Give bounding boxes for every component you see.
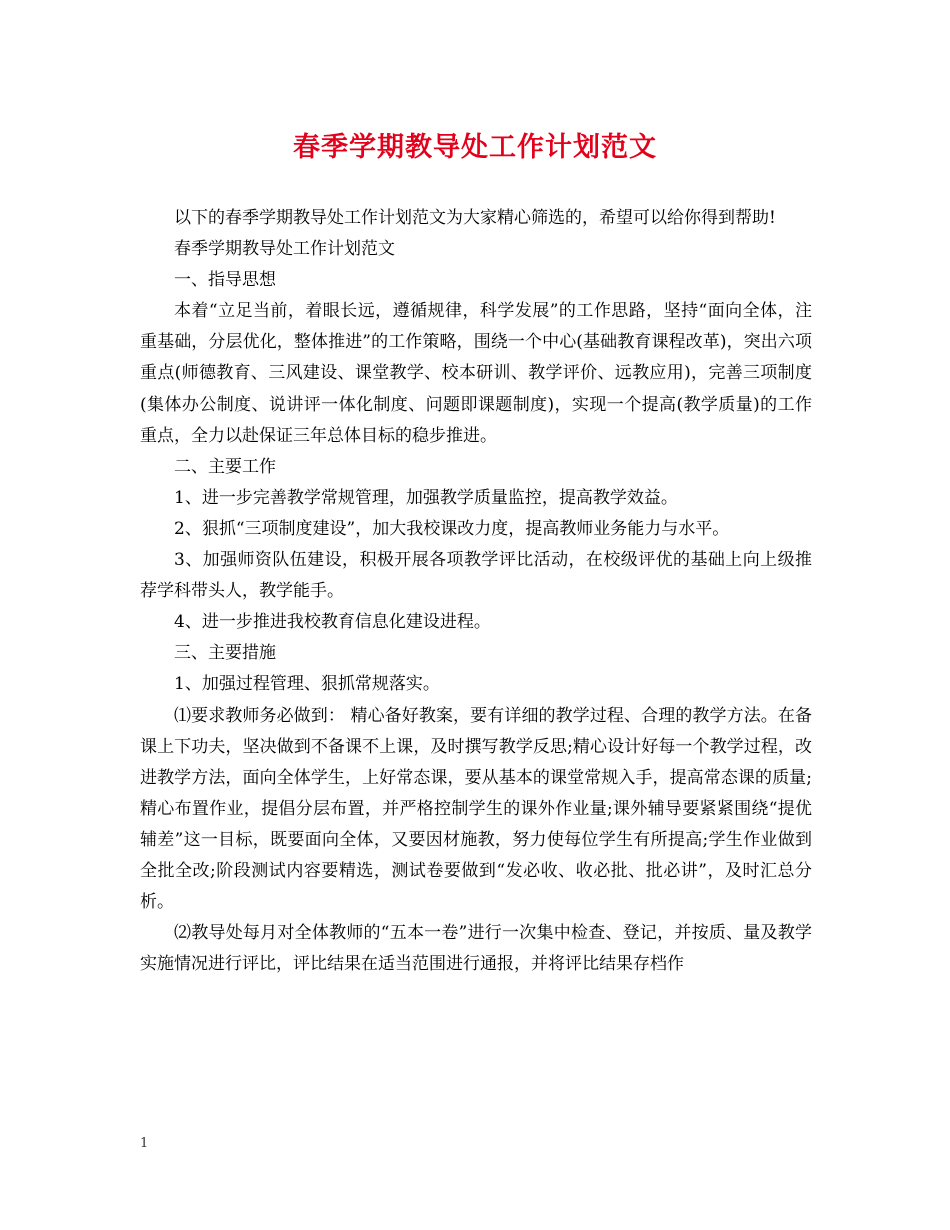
guiding-ideology-paragraph: 本着“立足当前，着眼长远，遵循规律，科学发展”的工作思路，坚持“面向全体，注重基础，分层优化，整体推进”的工作策略，围绕一个中心(基础教育课程改革)，突出六项重点(师德教育、三风建设、课堂教学、校本研训、教学评价、远教应用)，完善三项制度(集体办公制度、说讲评一体化制度、问题即课题制度)，实现一个提高(教学质量)的工作重点，全力以赴保证三年总体目标的稳步推进。 bbox=[140, 301, 812, 446]
document-title: 春季学期教导处工作计划范文 bbox=[293, 132, 657, 163]
main-work-item-3: 3、加强师资队伍建设，积极开展各项教学评比活动，在校级评优的基础上向上级推荐学科带头人，教学能手。 bbox=[140, 550, 812, 602]
section-heading-main-measures: 三、主要措施 bbox=[174, 643, 276, 664]
document-body bbox=[140, 203, 812, 980]
intro-paragraph: 以下的春季学期教导处工作计划范文为大家精心筛选的，希望可以给你得到帮助! bbox=[174, 208, 776, 228]
measure-sub-item-1: ⑴要求教师务必做到： 精心备好教案，要有详细的教学过程、合理的教学方法。在备课上下功夫，坚决做到不备课不上课，及时撰写教学反思;精心设计好每一个教学过程，改进教学方法，面向全体学生，上好常态课，要从基本的课堂常规入手，提高常态课的质量;精心布置作业，提倡分层布置，并严格控制学生的课外作业量;课外辅导要紧紧围绕“提优辅差”这一目标，既要面向全体，又要因材施教，努力使每位学生有所提高;学生作业做到全批全改;阶段测试内容要精选，测试卷要做到“发必收、收必批、批必讲”，及时汇总分析。 bbox=[140, 705, 812, 913]
page-number: 1 bbox=[140, 1136, 149, 1151]
subtitle-paragraph: 春季学期教导处工作计划范文 bbox=[174, 239, 395, 260]
main-work-item-4: 4、进一步推进我校教育信息化建设进程。 bbox=[174, 612, 491, 633]
main-work-item-2: 2、狠抓“三项制度建设”，加大我校课改力度，提高教师业务能力与水平。 bbox=[174, 518, 730, 539]
main-work-item-1: 1、进一步完善教学常规管理，加强教学质量监控，提高教学效益。 bbox=[174, 487, 678, 508]
measure-sub-item-2: ⑵教导处每月对全体教师的“五本一卷”进行一次集中检查、登记，并按质、量及教学实施情况进行评比，评比结果在适当范围进行通报，并将评比结果存档作 bbox=[140, 923, 812, 975]
section-heading-guiding-ideology: 一、指导思想 bbox=[174, 270, 276, 291]
measure-item-1: 1、加强过程管理、狠抓常规落实。 bbox=[174, 674, 440, 695]
section-heading-main-work: 二、主要工作 bbox=[174, 456, 276, 477]
